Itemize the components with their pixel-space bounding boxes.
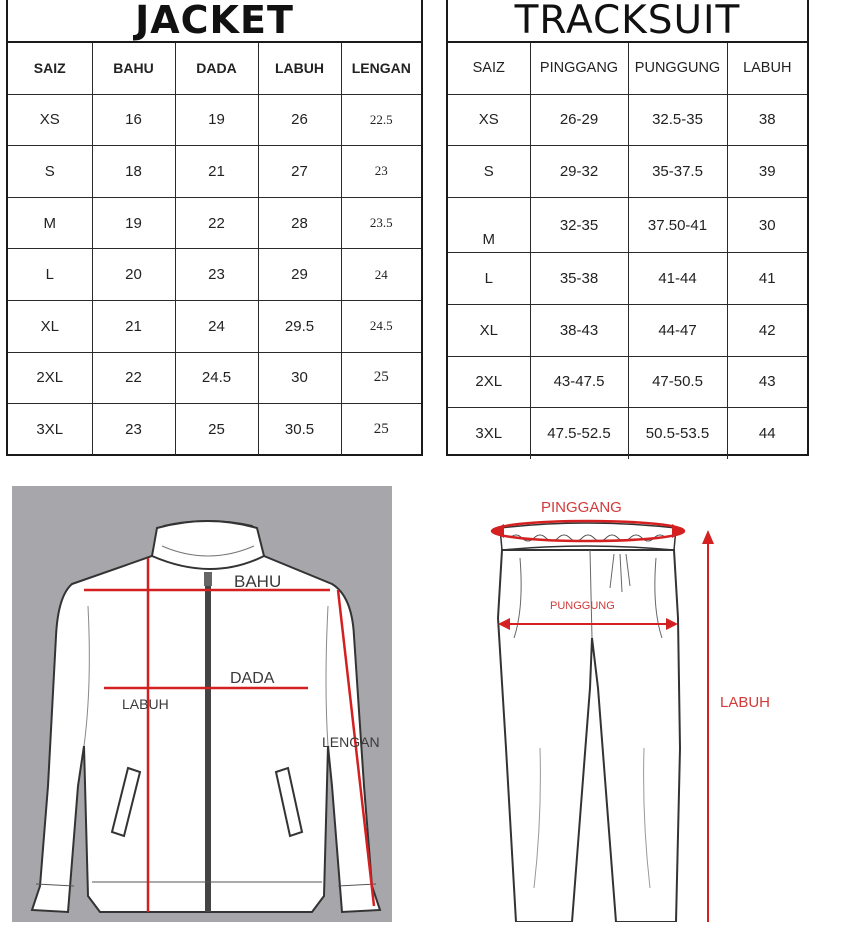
jacket-illustration	[12, 486, 392, 922]
table-row	[448, 197, 807, 253]
tracksuit-cell-pinggang: 38-43	[530, 304, 628, 356]
jacket-cell-lengan: 22.5	[341, 94, 421, 146]
jacket-cell-lengan: 25	[341, 404, 421, 455]
jacket-cell-labuh: 30	[258, 352, 341, 404]
table-row	[8, 94, 421, 146]
jacket-measurement-diagram	[12, 486, 392, 922]
tracksuit-cell-saiz: 2XL	[448, 356, 530, 408]
jacket-cell-saiz: 3XL	[8, 404, 92, 455]
table-row	[448, 304, 807, 356]
jacket-cell-labuh: 30.5	[258, 404, 341, 455]
lengan-label: LENGAN	[322, 734, 380, 750]
tracksuit-cell-pinggang: 35-38	[530, 253, 628, 305]
tracksuit-cell-labuh: 39	[727, 146, 807, 198]
tracksuit-cell-pinggang: 32-35	[530, 197, 628, 253]
tracksuit-cell-punggung: 32.5-35	[628, 94, 727, 146]
tracksuit-cell-saiz: L	[448, 253, 530, 305]
jacket-header-saiz: SAIZ	[8, 43, 92, 94]
tracksuit-cell-saiz: M	[448, 197, 530, 253]
tracksuit-cell-saiz: XS	[448, 94, 530, 146]
jacket-cell-bahu: 20	[92, 249, 175, 301]
tracksuit-cell-labuh: 44	[727, 408, 807, 459]
table-row	[8, 197, 421, 249]
jacket-cell-labuh: 29	[258, 249, 341, 301]
tracksuit-cell-pinggang: 26-29	[530, 94, 628, 146]
pinggang-arrow-right	[672, 524, 684, 538]
jacket-collar	[152, 521, 264, 569]
tracksuit-cell-saiz: S	[448, 146, 530, 198]
tracksuit-measurement-diagram	[480, 488, 810, 922]
jacket-cell-dada: 21	[175, 146, 258, 198]
dada-label: DADA	[230, 670, 275, 687]
jacket-cell-lengan: 24.5	[341, 300, 421, 352]
jacket-cell-saiz: 2XL	[8, 352, 92, 404]
tracksuit-header-labuh: LABUH	[727, 43, 807, 94]
tracksuit-cell-saiz: 3XL	[448, 408, 530, 459]
tracksuit-cell-labuh: 42	[727, 304, 807, 356]
table-row	[8, 352, 421, 404]
table-row	[448, 408, 807, 459]
pinggang-label: PINGGANG	[541, 499, 622, 516]
tracksuit-cell-pinggang: 43-47.5	[530, 356, 628, 408]
table-row	[448, 356, 807, 408]
jacket-cell-lengan: 23	[341, 146, 421, 198]
zipper-pull	[204, 572, 212, 586]
tracksuit-header-punggung: PUNGGUNG	[628, 43, 727, 94]
jacket-cell-saiz: XS	[8, 94, 92, 146]
jacket-cell-saiz: S	[8, 146, 92, 198]
punggung-label: PUNGGUNG	[550, 600, 615, 612]
jacket-cell-bahu: 21	[92, 300, 175, 352]
jacket-cell-saiz: L	[8, 249, 92, 301]
jacket-header-row	[8, 43, 421, 94]
pants-waistband	[500, 523, 676, 550]
bahu-label: BAHU	[234, 572, 282, 591]
tracksuit-cell-pinggang: 47.5-52.5	[530, 408, 628, 459]
pinggang-arrow-left	[492, 524, 504, 538]
jacket-cell-labuh: 26	[258, 94, 341, 146]
table-row	[8, 146, 421, 198]
jacket-size-chart	[6, 0, 423, 456]
tracksuit-cell-punggung: 37.50-41	[628, 197, 727, 253]
jacket-cell-bahu: 22	[92, 352, 175, 404]
jacket-cell-dada: 23	[175, 249, 258, 301]
jacket-cell-dada: 22	[175, 197, 258, 249]
jacket-cell-lengan: 25	[341, 352, 421, 404]
tracksuit-cell-saiz: XL	[448, 304, 530, 356]
tracksuit-header-saiz: SAIZ	[448, 43, 530, 94]
table-row	[448, 94, 807, 146]
jacket-cell-lengan: 23.5	[341, 197, 421, 249]
tracksuit-header-row	[448, 43, 807, 94]
labuh-label: LABUH	[122, 696, 169, 712]
jacket-cell-saiz: XL	[8, 300, 92, 352]
jacket-cell-bahu: 16	[92, 94, 175, 146]
table-row	[448, 146, 807, 198]
tracksuit-cell-punggung: 44-47	[628, 304, 727, 356]
jacket-header-labuh: LABUH	[258, 43, 341, 94]
jacket-cell-labuh: 27	[258, 146, 341, 198]
tracksuit-cell-pinggang: 29-32	[530, 146, 628, 198]
jacket-cell-bahu: 23	[92, 404, 175, 455]
tracksuit-header-pinggang: PINGGANG	[530, 43, 628, 94]
tracksuit-title: TRACKSUIT	[448, 0, 807, 43]
jacket-cell-dada: 24	[175, 300, 258, 352]
jacket-cell-dada: 19	[175, 94, 258, 146]
tracksuit-cell-labuh: 30	[727, 197, 807, 253]
jacket-cell-lengan: 24	[341, 249, 421, 301]
labuh-label: LABUH	[720, 694, 771, 711]
jacket-cell-bahu: 19	[92, 197, 175, 249]
jacket-header-bahu: BAHU	[92, 43, 175, 94]
jacket-cell-dada: 24.5	[175, 352, 258, 404]
jacket-cell-dada: 25	[175, 404, 258, 455]
jacket-cell-saiz: M	[8, 197, 92, 249]
table-row	[448, 253, 807, 305]
jacket-title: JACKET	[8, 0, 421, 43]
table-row	[8, 249, 421, 301]
table-row	[8, 300, 421, 352]
jacket-header-dada: DADA	[175, 43, 258, 94]
labuh-arrow-top	[702, 530, 714, 544]
jacket-header-lengan: LENGAN	[341, 43, 421, 94]
jacket-cell-bahu: 18	[92, 146, 175, 198]
tracksuit-size-table	[448, 43, 807, 459]
tracksuit-cell-labuh: 43	[727, 356, 807, 408]
tracksuit-cell-punggung: 41-44	[628, 253, 727, 305]
tracksuit-cell-punggung: 47-50.5	[628, 356, 727, 408]
tracksuit-cell-labuh: 38	[727, 94, 807, 146]
tracksuit-cell-punggung: 50.5-53.5	[628, 408, 727, 459]
tracksuit-size-chart	[446, 0, 809, 456]
jacket-cell-labuh: 28	[258, 197, 341, 249]
tracksuit-cell-punggung: 35-37.5	[628, 146, 727, 198]
jacket-cell-labuh: 29.5	[258, 300, 341, 352]
table-row	[8, 404, 421, 455]
jacket-size-table	[8, 43, 421, 455]
tracksuit-cell-labuh: 41	[727, 253, 807, 305]
